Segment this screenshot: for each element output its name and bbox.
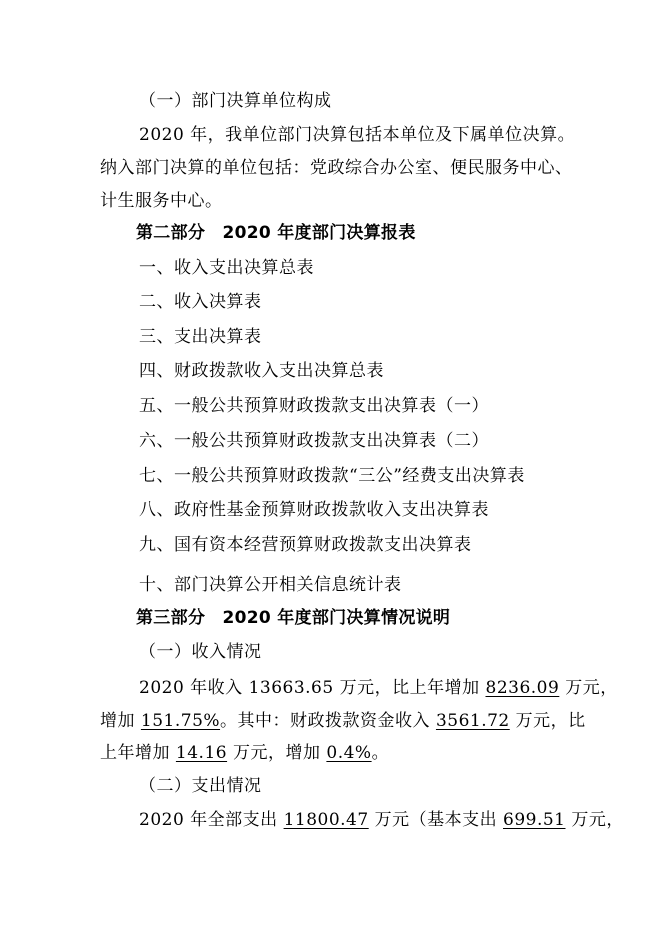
unit-heading: （一）部门决算单位构成 [139,91,332,111]
expense-text: 万元（基本支出 [368,810,504,830]
report-item: 十、部门决算公开相关信息统计表 [139,575,402,595]
income-increase-amount: 8236.09 [485,678,560,698]
income-text: 万元，比 [509,711,586,731]
expense-text: 2020 年全部支出 [139,810,284,830]
income-heading: （一）收入情况 [139,642,262,662]
report-item: 七、一般公共预算财政拨款“三公”经费支出决算表 [139,466,525,486]
total-expense-amount: 11800.47 [283,810,369,830]
income-text: 万元， [559,678,618,698]
fiscal-increase-rate: 0.4% [326,743,372,763]
income-line-3 [100,742,389,764]
report-item: 四、财政拨款收入支出决算总表 [139,361,384,381]
income-line-2 [100,710,586,732]
income-text: 。其中：财政拨款资金收入 [220,711,436,731]
report-item: 五、一般公共预算财政拨款支出决算表（一） [139,396,489,416]
report-item: 一、收入支出决算总表 [139,258,314,278]
report-item: 六、一般公共预算财政拨款支出决算表（二） [139,431,489,451]
income-text: 万元，增加 [227,743,327,763]
report-item: 三、支出决算表 [139,327,262,347]
income-text: 。 [371,743,390,763]
unit-paragraph-line-1: 2020 年，我单位部门决算包括本单位及下属单位决算。 [139,125,576,145]
basic-expense-amount: 699.51 [503,810,566,830]
report-item: 九、国有资本经营预算财政拨款支出决算表 [139,535,472,555]
report-item: 二、收入决算表 [139,292,262,312]
income-line-1 [139,677,618,699]
income-text: 2020 年收入 13663.65 万元，比上年增加 [139,678,486,698]
income-text: 上年增加 [100,743,176,763]
fiscal-increase-amount: 14.16 [175,743,228,763]
income-text: 增加 [100,711,141,731]
income-increase-rate: 151.75% [140,711,221,731]
part3-heading: 第三部分 2020 年度部门决算情况说明 [136,608,451,628]
unit-paragraph-line-3: 计生服务中心。 [100,191,223,211]
expense-heading: （二）支出情况 [139,776,262,796]
expense-text: 万元， [565,810,624,830]
report-item: 八、政府性基金预算财政拨款收入支出决算表 [139,500,489,520]
expense-line-1 [139,809,624,831]
unit-paragraph-line-2: 纳入部门决算的单位包括：党政综合办公室、便民服务中心、 [100,158,573,178]
fiscal-income-amount: 3561.72 [435,711,510,731]
part2-heading: 第二部分 2020 年度部门决算报表 [136,223,416,243]
